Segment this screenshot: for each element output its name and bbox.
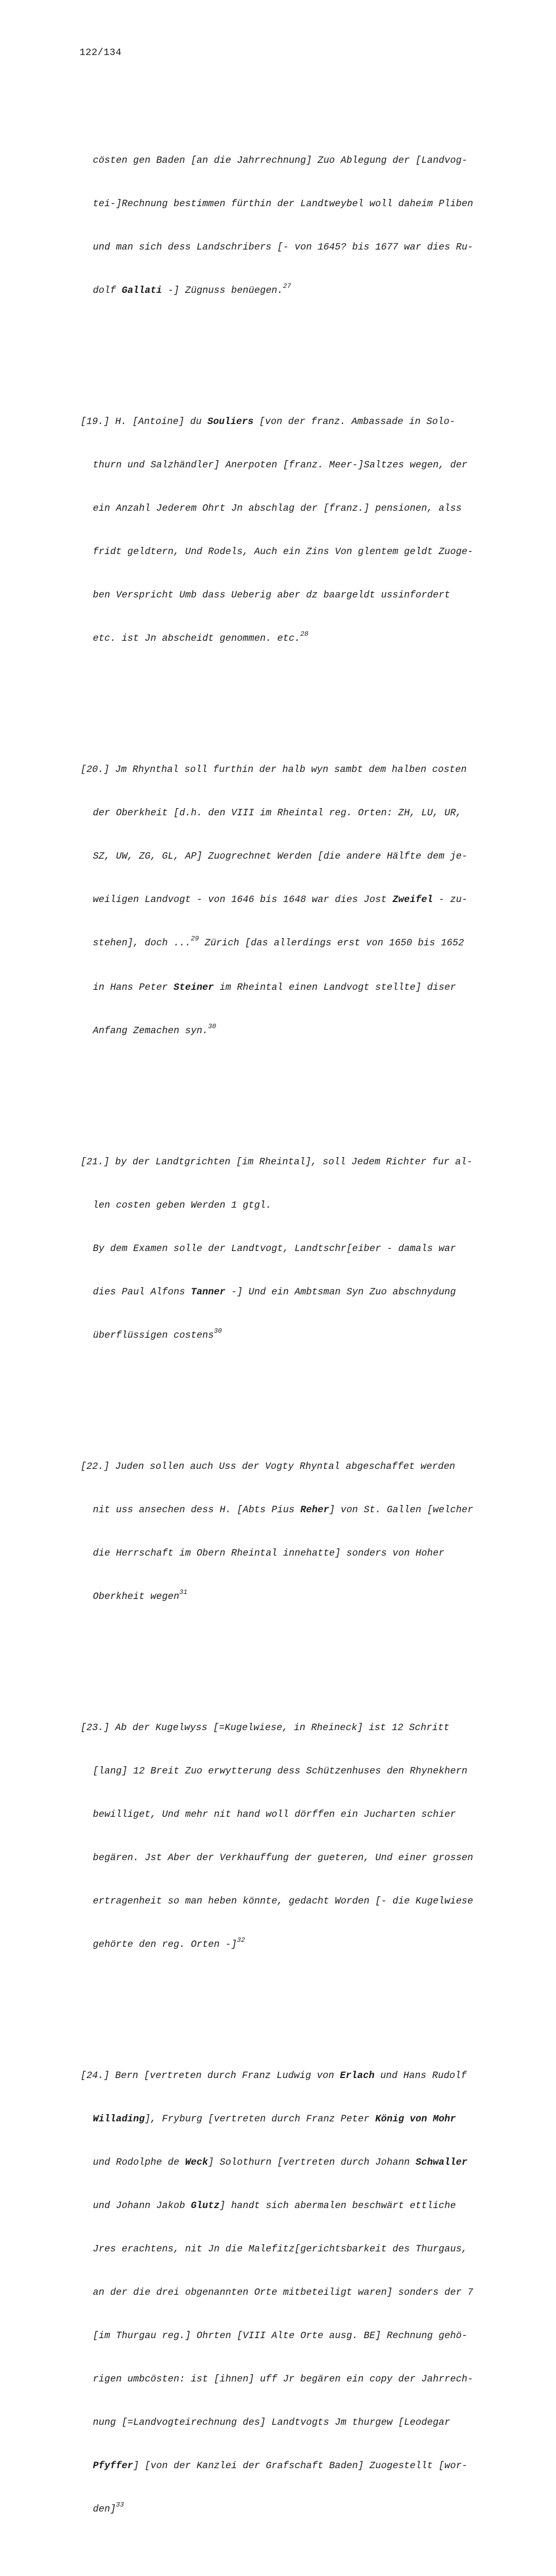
text-line: weiligen Landvogt - von 1646 bis 1648 war dies Jost Zweifel - zu- <box>93 895 468 905</box>
footnote-ref: 30 <box>214 1327 222 1336</box>
footnote-ref: 30 <box>208 1023 216 1031</box>
text-line: fridt geldtern, Und Rodels, Auch ein Zins Von glentem geldt Zuoge- <box>93 547 474 557</box>
text-line: und Rodolphe de Weck] Solothurn [vertreten durch Johann Schwaller <box>93 2158 468 2168</box>
page-number: 122/134 <box>80 47 122 58</box>
text-line: [21.] by der Landtgrichten [im Rheintal], soll Jedem Richter fur al- <box>81 1157 473 1168</box>
person-name: Gallati <box>121 286 162 296</box>
entry-21 <box>81 1127 509 1373</box>
person-name: Tanner <box>191 1287 226 1298</box>
person-name: Souliers <box>207 417 254 427</box>
intro-paragraph <box>81 125 509 328</box>
person-name: Weck <box>185 2158 209 2168</box>
text-line: nit uss ansechen dess H. [Abts Pius Reher] von St. Gallen [welcher <box>93 1505 474 1516</box>
text-line: bewilliget, Und mehr nit hand woll dörffen ein Jucharten schier <box>93 1810 456 1820</box>
entry-20 <box>81 734 509 1069</box>
text-line: Jres erachtens, nit Jn die Malefitz[gerichtsbarkeit des Thurgaus, <box>93 2244 468 2255</box>
text-line: ben Verspricht Umb dass Ueberig aber dz baargeldt ussinfordert <box>93 590 450 601</box>
text-line: gehörte den reg. Orten -]$^{32}$ <box>93 1936 245 1950</box>
text-line: By dem Examen solle der Landtvogt, Landtschr[eiber - damals war <box>93 1244 456 1254</box>
text-line: thurn und Salzhändler] Anerpoten [franz. Meer-]Saltzes wegen, der <box>93 460 468 471</box>
text-line: rigen umbcösten: ist [ihnen] uff Jr begären ein copy der Jahrrech- <box>93 2374 474 2385</box>
text-line: [24.] Bern [vertreten durch Franz Ludwig von Erlach und Hans Rudolf <box>81 2071 467 2081</box>
text-line: begären. Jst Aber der Verkhauffung der gueteren, Und einer grossen <box>93 1853 474 1864</box>
person-name: Reher <box>300 1505 329 1516</box>
text-line: in Hans Peter Steiner im Rheintal einen Landvogt stellte] diser <box>93 983 456 993</box>
entry-22 <box>81 1431 509 1635</box>
text-line: den]$^{33}$ <box>93 2501 124 2515</box>
text-line: dolf Gallati -] Zügnuss benüegen.$^{27}$ <box>93 282 291 296</box>
text-line: ertragenheit so man heben könnte, gedacht Worden [- die Kugelwiese <box>93 1896 474 1907</box>
person-name: Willading <box>93 2114 145 2125</box>
text-line: dies Paul Alfons Tanner -] Und ein Ambtsman Syn Zuo abschnydung <box>93 1287 456 1298</box>
text-line: und man sich dess Landschribers [- von 1645? bis 1677 war dies Ru- <box>93 242 474 253</box>
footnote-ref: 32 <box>237 1936 245 1945</box>
text-line: der Oberkheit [d.h. den VIII im Rheintal reg. Orten: ZH, LU, UR, <box>93 808 462 819</box>
entry-19 <box>81 386 509 676</box>
entry-24 <box>81 2040 509 2547</box>
person-name: Zweifel <box>392 895 433 905</box>
text-line: [20.] Jm Rhynthal soll furthin der halb wyn sambt dem halben costen <box>81 765 467 775</box>
text-line: len costen geben Werden 1 gtgl. <box>93 1200 272 1211</box>
person-name: Erlach <box>340 2071 375 2081</box>
text-line: [19.] H. [Antoine] du Souliers [von der franz. Ambassade in Solo- <box>81 417 455 427</box>
text-line: Pfyffer] [von der Kanzlei der Grafschaft Baden] Zuogestellt [wor- <box>93 2461 468 2472</box>
document-body <box>81 67 509 2576</box>
text-line: an der die drei obgenannten Orte mitbeteiligt waren] sonders der 7 <box>93 2288 474 2298</box>
text-line: tei-]Rechnung bestimmen fürthin der Landtweybel woll daheim Pliben <box>93 199 474 210</box>
text-line: und Johann Jakob Glutz] handt sich abermalen beschwärt ettliche <box>93 2201 456 2211</box>
text-line: [22.] Juden sollen auch Uss der Vogty Rhyntal abgeschaffet werden <box>81 1462 455 1472</box>
text-line: [lang] 12 Breit Zuo erwytterung dess Schützenhuses den Rhynekhern <box>93 1766 468 1777</box>
footnote-ref: 27 <box>283 282 291 291</box>
footnote-ref: 29 <box>191 935 199 943</box>
text-line: Willading], Fryburg [vertreten durch Franz Peter König von Mohr <box>93 2114 456 2125</box>
text-line: die Herrschaft im Obern Rheintal innehatte] sonders von Hoher <box>93 1548 445 1559</box>
text-line: [im Thurgau reg.] Ohrten [VIII Alte Orte ausg. BE] Rechnung gehö- <box>93 2331 468 2341</box>
text-line: Oberkheit wegen$^{31}$ <box>93 1588 187 1602</box>
person-name: Pfyffer <box>93 2461 133 2472</box>
text-line: [23.] Ab der Kugelwyss [=Kugelwiese, in Rheineck] ist 12 Schritt <box>81 1723 450 1733</box>
text-line: überflüssigen costens$^{30}$ <box>93 1327 222 1341</box>
text-line: ein Anzahl Jederem Ohrt Jn abschlag der [franz.] pensionen, alss <box>93 504 462 514</box>
text-line: etc. ist Jn abscheidt genommen. etc.$^{28}$ <box>93 630 309 644</box>
text-line: SZ, UW, ZG, GL, AP] Zuogrechnet Werden [die andere Hälfte dem je- <box>93 851 468 862</box>
entry-23 <box>81 1692 509 1982</box>
person-name: Steiner <box>173 983 214 993</box>
person-name: König von Mohr <box>375 2114 456 2125</box>
person-name: Schwaller <box>415 2158 468 2168</box>
text-line: cösten gen Baden [an die Jahrrechnung] Zuo Ablegung der [Landvog- <box>93 156 468 166</box>
text-line: Anfang Zemachen syn.$^{30}$ <box>93 1023 216 1037</box>
footnote-ref: 31 <box>179 1588 187 1597</box>
person-name: Glutz <box>191 2201 220 2211</box>
text-line: stehen], doch ...$^{29}$ Zürich [das allerdings erst von 1650 bis 1652 <box>93 935 464 949</box>
footnote-ref: 33 <box>116 2501 124 2509</box>
text-line: nung [=Landvogteirechnung des] Landtvogts Jm thurgew [Leodegar <box>93 2418 450 2428</box>
footnote-ref: 28 <box>300 630 309 639</box>
